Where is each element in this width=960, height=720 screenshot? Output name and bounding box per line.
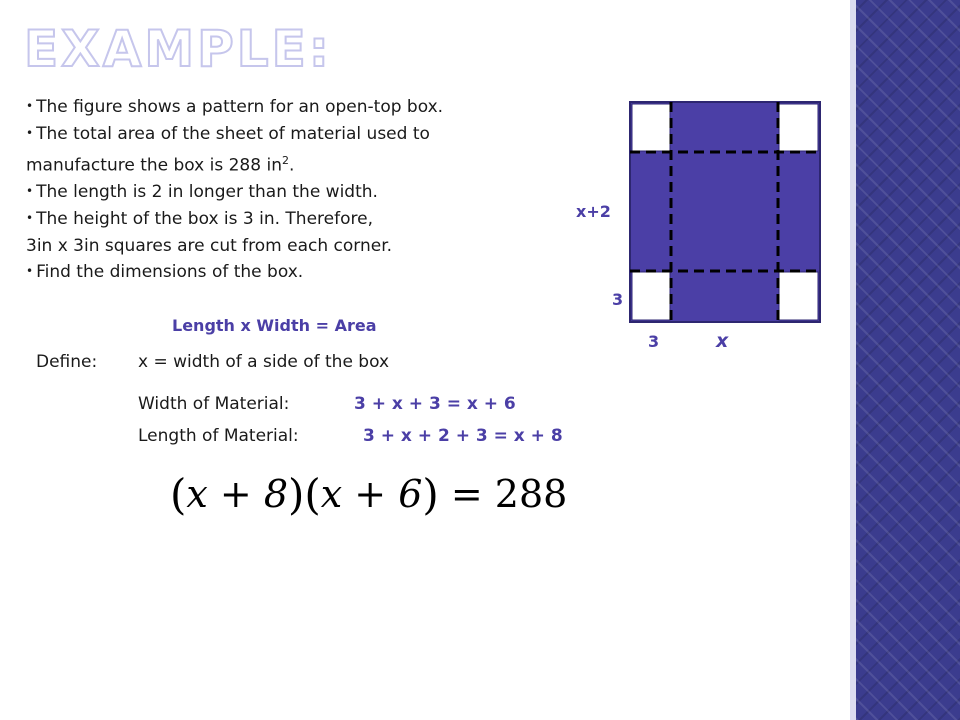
length-of-material-expr: 3 + x + 2 + 3 = x + 8 [363, 426, 563, 446]
superscript-2: 2 [281, 154, 289, 167]
length-of-material-label: Length of Material: [138, 426, 299, 446]
box-pattern-diagram [560, 90, 830, 364]
label-x-plus-2: x+2 [576, 202, 611, 221]
corner-square-bottom-left [632, 272, 670, 320]
width-of-material-label: Width of Material: [138, 394, 290, 414]
corner-square-top-right [779, 104, 818, 151]
bullet-item: • The height of the box is 3 in. Therefore, [26, 208, 373, 229]
box-pattern-svg [560, 90, 830, 360]
bullet-continuation: 3in x 3in squares are cut from each corner. [26, 235, 393, 256]
bullet-item: • The total area of the sheet of material used to [26, 124, 430, 144]
define-label: Define: [36, 352, 98, 372]
label-x: x [716, 330, 729, 352]
label-corner-height: 3 [612, 290, 624, 309]
decorative-side-strip [856, 0, 960, 720]
width-of-material-expr: 3 + x + 3 = x + 6 [354, 394, 516, 414]
label-corner-width: 3 [648, 332, 660, 351]
define-text: x = width of a side of the box [138, 352, 390, 372]
equation-rhs: = 288 [450, 472, 568, 516]
bullet-item: • The length is 2 in longer than the width. [26, 181, 378, 202]
equation-factor-1: x + 8 [186, 472, 288, 516]
equation: (x + 8)(x + 6) = 288 [170, 470, 568, 519]
bullet-item: • The figure shows a pattern for an open-top box. [26, 97, 444, 117]
corner-square-bottom-right [779, 272, 818, 320]
equation-factor-2: x + 6 [320, 472, 423, 516]
slide-title: EXAMPLE: [24, 20, 332, 78]
bullet-item: • Find the dimensions of the box. [26, 261, 304, 282]
problem-bullets [26, 94, 586, 286]
bullet-continuation: manufacture the box is 288 $in^2$. [26, 154, 295, 176]
area-formula-label: Length x Width = Area [172, 316, 377, 335]
corner-square-top-left [632, 104, 670, 151]
